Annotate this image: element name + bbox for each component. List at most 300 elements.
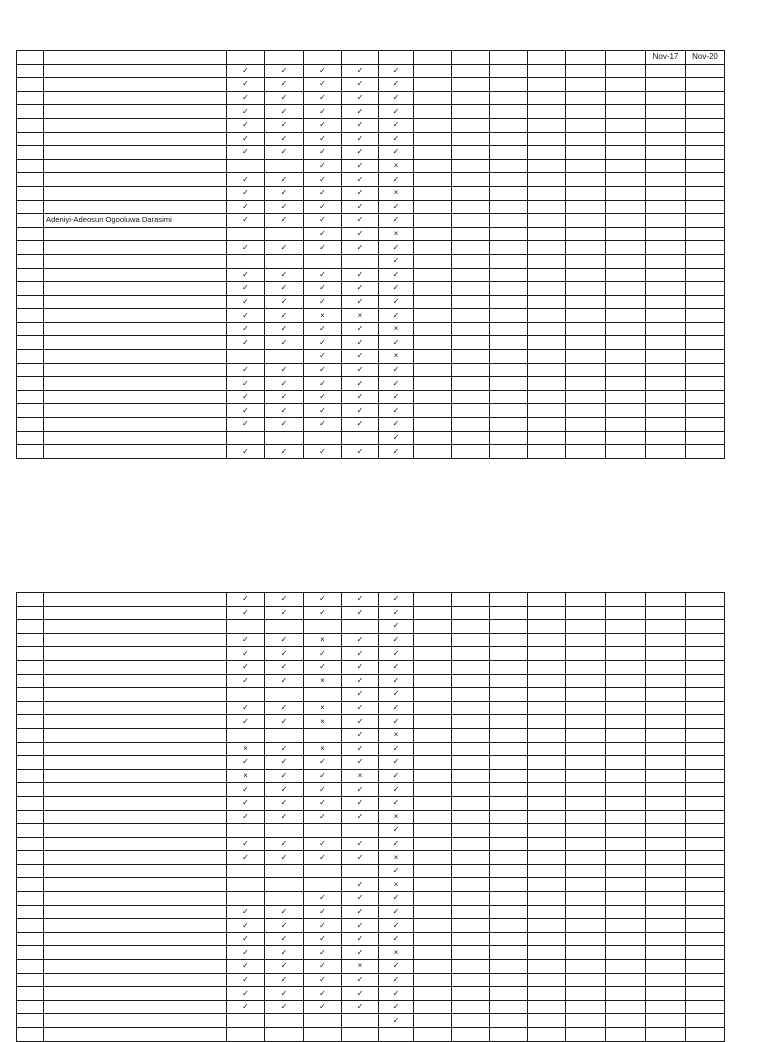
attendance-mark-cell: ✓ [227, 295, 265, 309]
attendance-mark-cell: ✓ [342, 932, 379, 946]
student-name-cell [44, 878, 227, 892]
attendance-mark-cell [414, 878, 452, 892]
attendance-mark-cell: ✓ [379, 64, 414, 78]
date-cell [686, 322, 725, 336]
attendance-mark-cell: × [304, 674, 342, 688]
serial-cell [17, 864, 44, 878]
attendance-mark-cell [452, 606, 490, 620]
header-row [17, 51, 725, 65]
attendance-mark-cell [566, 837, 606, 851]
student-name-cell [44, 728, 227, 742]
date-cell [686, 295, 725, 309]
attendance-mark-cell [452, 728, 490, 742]
table-row [17, 851, 725, 865]
attendance-mark-cell [490, 214, 528, 228]
date-cell [686, 593, 725, 607]
student-name-cell [44, 701, 227, 715]
attendance-mark-cell [414, 606, 452, 620]
attendance-mark-cell: ✓ [304, 241, 342, 255]
attendance-mark-cell [566, 796, 606, 810]
attendance-mark-cell [265, 878, 304, 892]
table-row [17, 660, 725, 674]
date-cell [686, 241, 725, 255]
student-name-cell [44, 1000, 227, 1014]
attendance-mark-cell [490, 593, 528, 607]
attendance-mark-cell: ✓ [342, 282, 379, 296]
attendance-mark-cell [528, 919, 566, 933]
attendance-mark-cell [265, 159, 304, 173]
attendance-mark-cell [490, 769, 528, 783]
attendance-mark-cell [490, 987, 528, 1001]
table-row [17, 214, 725, 228]
attendance-mark-cell [606, 282, 646, 296]
attendance-mark-cell: ✓ [379, 214, 414, 228]
student-name-cell [44, 864, 227, 878]
attendance-mark-cell [566, 919, 606, 933]
attendance-mark-cell [566, 1000, 606, 1014]
date-cell [646, 268, 686, 282]
date-cell [686, 905, 725, 919]
table-row [17, 64, 725, 78]
attendance-mark-cell: ✓ [265, 282, 304, 296]
attendance-mark-cell [528, 769, 566, 783]
table-row [17, 905, 725, 919]
attendance-mark-cell [414, 905, 452, 919]
attendance-mark-cell [606, 186, 646, 200]
attendance-mark-cell [452, 796, 490, 810]
table-row [17, 701, 725, 715]
attendance-mark-cell: ✓ [265, 322, 304, 336]
attendance-mark-cell [490, 431, 528, 445]
date-cell [686, 973, 725, 987]
attendance-mark-cell [566, 91, 606, 105]
attendance-mark-cell: ✓ [227, 118, 265, 132]
attendance-mark-cell [414, 431, 452, 445]
attendance-mark-cell: ✓ [304, 769, 342, 783]
attendance-mark-cell: ✓ [265, 91, 304, 105]
attendance-mark-cell: ✓ [379, 363, 414, 377]
attendance-mark-cell: ✓ [265, 715, 304, 729]
attendance-mark-cell [265, 864, 304, 878]
attendance-mark-cell [528, 796, 566, 810]
attendance-mark-cell [452, 418, 490, 432]
student-name-cell: Adeniyi-Adeosun Ogooluwa Darasimi [44, 214, 227, 228]
attendance-mark-cell [528, 132, 566, 146]
attendance-mark-cell: ✓ [342, 946, 379, 960]
attendance-mark-cell [452, 146, 490, 160]
date-cell [646, 606, 686, 620]
attendance-mark-cell: ✓ [379, 715, 414, 729]
date-cell [646, 377, 686, 391]
attendance-mark-cell [414, 1028, 452, 1042]
attendance-mark-cell [414, 946, 452, 960]
attendance-mark-cell: ✓ [304, 418, 342, 432]
date-cell [686, 647, 725, 661]
attendance-mark-cell [414, 227, 452, 241]
attendance-mark-cell [452, 200, 490, 214]
attendance-mark-cell [414, 674, 452, 688]
attendance-mark-cell: ✓ [227, 268, 265, 282]
attendance-mark-cell: ✓ [265, 146, 304, 160]
attendance-mark-cell [528, 322, 566, 336]
attendance-mark-cell [566, 606, 606, 620]
attendance-mark-cell [452, 620, 490, 634]
student-name-cell [44, 1014, 227, 1028]
attendance-mark-cell: ✓ [265, 404, 304, 418]
date-cell: Nov-20 [686, 51, 725, 65]
attendance-mark-cell [342, 254, 379, 268]
attendance-mark-cell [452, 322, 490, 336]
serial-cell [17, 593, 44, 607]
attendance-mark-cell: ✓ [304, 987, 342, 1001]
attendance-mark-cell [606, 810, 646, 824]
date-cell [686, 159, 725, 173]
attendance-mark-cell [606, 824, 646, 838]
attendance-mark-cell: ✓ [304, 336, 342, 350]
student-name-cell [44, 851, 227, 865]
attendance-mark-cell: ✓ [304, 132, 342, 146]
table-row [17, 593, 725, 607]
attendance-mark-cell: ✓ [304, 960, 342, 974]
student-name-cell [44, 1028, 227, 1042]
attendance-mark-cell [452, 715, 490, 729]
attendance-mark-cell: × [379, 322, 414, 336]
serial-cell [17, 660, 44, 674]
attendance-mark-cell: × [379, 159, 414, 173]
attendance-mark-cell: ✓ [379, 837, 414, 851]
date-cell [646, 282, 686, 296]
attendance-mark-cell [606, 783, 646, 797]
attendance-mark-cell: ✓ [265, 783, 304, 797]
attendance-mark-cell: ✓ [265, 701, 304, 715]
attendance-mark-cell: ✓ [304, 810, 342, 824]
attendance-mark-cell [414, 824, 452, 838]
attendance-mark-cell [528, 78, 566, 92]
attendance-mark-cell: ✓ [379, 309, 414, 323]
attendance-mark-cell [227, 878, 265, 892]
attendance-mark-cell: ✓ [379, 418, 414, 432]
attendance-mark-cell [606, 606, 646, 620]
table-row [17, 796, 725, 810]
attendance-mark-cell [528, 390, 566, 404]
table-row [17, 647, 725, 661]
attendance-mark-cell [566, 932, 606, 946]
date-cell [646, 593, 686, 607]
attendance-mark-cell [490, 418, 528, 432]
serial-cell [17, 905, 44, 919]
serial-cell [17, 118, 44, 132]
table-row [17, 404, 725, 418]
attendance-mark-cell [490, 647, 528, 661]
attendance-mark-cell: ✓ [342, 404, 379, 418]
attendance-mark-cell: × [304, 309, 342, 323]
attendance-mark-cell: ✓ [342, 363, 379, 377]
attendance-mark-cell [414, 51, 452, 65]
student-name-cell [44, 715, 227, 729]
student-name-cell [44, 241, 227, 255]
attendance-mark-cell: ✓ [227, 973, 265, 987]
attendance-mark-cell: ✓ [342, 919, 379, 933]
attendance-mark-cell [452, 118, 490, 132]
attendance-mark-cell [452, 431, 490, 445]
attendance-mark-cell [265, 892, 304, 906]
table-row [17, 431, 725, 445]
student-name-cell [44, 660, 227, 674]
attendance-mark-cell: ✓ [304, 159, 342, 173]
attendance-mark-cell [490, 336, 528, 350]
attendance-mark-cell: ✓ [265, 241, 304, 255]
attendance-mark-cell [566, 118, 606, 132]
attendance-mark-cell [528, 227, 566, 241]
attendance-mark-cell [414, 105, 452, 119]
attendance-mark-cell [566, 783, 606, 797]
attendance-mark-cell: ✓ [227, 418, 265, 432]
serial-cell [17, 919, 44, 933]
attendance-mark-cell: ✓ [227, 783, 265, 797]
student-name-cell [44, 390, 227, 404]
attendance-mark-cell [452, 905, 490, 919]
attendance-mark-cell: ✓ [379, 769, 414, 783]
attendance-mark-cell [606, 1014, 646, 1028]
attendance-mark-cell: ✓ [379, 647, 414, 661]
attendance-mark-cell [606, 350, 646, 364]
attendance-mark-cell: ✓ [342, 606, 379, 620]
attendance-mark-cell [414, 742, 452, 756]
attendance-mark-cell [528, 932, 566, 946]
student-name-cell [44, 960, 227, 974]
attendance-mark-cell: ✓ [227, 810, 265, 824]
attendance-mark-cell: ✓ [342, 742, 379, 756]
attendance-mark-cell: ✓ [304, 756, 342, 770]
date-cell [686, 431, 725, 445]
date-cell [646, 159, 686, 173]
attendance-mark-cell [528, 241, 566, 255]
attendance-mark-cell [452, 336, 490, 350]
serial-cell [17, 973, 44, 987]
attendance-mark-cell: ✓ [304, 783, 342, 797]
serial-cell [17, 336, 44, 350]
attendance-mark-cell: ✓ [379, 431, 414, 445]
attendance-mark-cell [490, 322, 528, 336]
attendance-mark-cell [490, 390, 528, 404]
attendance-mark-cell: ✓ [227, 282, 265, 296]
attendance-mark-cell: ✓ [265, 987, 304, 1001]
table-row [17, 309, 725, 323]
attendance-mark-cell: ✓ [342, 146, 379, 160]
date-cell [686, 837, 725, 851]
date-cell [646, 91, 686, 105]
table-row [17, 159, 725, 173]
student-name-cell [44, 647, 227, 661]
attendance-mark-cell: ✓ [342, 445, 379, 459]
date-cell [646, 742, 686, 756]
date-cell [686, 878, 725, 892]
attendance-mark-cell [414, 593, 452, 607]
attendance-mark-cell [566, 701, 606, 715]
attendance-mark-cell [414, 282, 452, 296]
date-cell [686, 132, 725, 146]
attendance-mark-cell [606, 905, 646, 919]
attendance-mark-cell [566, 78, 606, 92]
attendance-mark-cell: ✓ [265, 377, 304, 391]
attendance-mark-cell: ✓ [342, 810, 379, 824]
attendance-mark-cell [606, 377, 646, 391]
attendance-mark-cell: ✓ [265, 309, 304, 323]
attendance-mark-cell [490, 864, 528, 878]
date-cell [646, 878, 686, 892]
attendance-mark-cell: ✓ [342, 227, 379, 241]
attendance-mark-cell [566, 377, 606, 391]
date-cell [686, 932, 725, 946]
attendance-mark-cell: ✓ [265, 363, 304, 377]
attendance-mark-cell [528, 593, 566, 607]
student-name-cell [44, 132, 227, 146]
attendance-mark-cell [342, 864, 379, 878]
attendance-mark-cell: ✓ [304, 268, 342, 282]
student-name-cell [44, 892, 227, 906]
serial-cell [17, 309, 44, 323]
attendance-mark-cell: ✓ [227, 200, 265, 214]
date-cell [686, 377, 725, 391]
attendance-mark-cell [566, 756, 606, 770]
table-row [17, 282, 725, 296]
attendance-mark-cell [528, 146, 566, 160]
date-cell [646, 783, 686, 797]
attendance-mark-cell [490, 363, 528, 377]
table-row [17, 390, 725, 404]
attendance-mark-cell [414, 919, 452, 933]
attendance-mark-cell [566, 132, 606, 146]
date-cell [686, 91, 725, 105]
attendance-mark-cell [528, 105, 566, 119]
table-row [17, 363, 725, 377]
date-cell [686, 783, 725, 797]
date-cell [686, 660, 725, 674]
attendance-mark-cell: ✓ [304, 377, 342, 391]
date-cell [686, 118, 725, 132]
attendance-mark-cell [265, 688, 304, 702]
attendance-mark-cell [566, 173, 606, 187]
date-cell [646, 186, 686, 200]
attendance-mark-cell [342, 431, 379, 445]
attendance-mark-cell [452, 64, 490, 78]
attendance-mark-cell [528, 674, 566, 688]
attendance-mark-cell [566, 445, 606, 459]
attendance-mark-cell [566, 905, 606, 919]
attendance-mark-cell [606, 91, 646, 105]
table-row [17, 173, 725, 187]
date-cell [646, 241, 686, 255]
attendance-mark-cell: ✓ [304, 796, 342, 810]
attendance-mark-cell [227, 1014, 265, 1028]
date-cell [686, 214, 725, 228]
attendance-mark-cell: ✓ [342, 186, 379, 200]
attendance-mark-cell: ✓ [304, 282, 342, 296]
attendance-mark-cell: ✓ [342, 322, 379, 336]
serial-cell [17, 91, 44, 105]
attendance-mark-cell [227, 864, 265, 878]
attendance-mark-cell: ✓ [379, 905, 414, 919]
attendance-mark-cell: ✓ [304, 200, 342, 214]
attendance-mark-cell [490, 241, 528, 255]
attendance-mark-cell: × [304, 633, 342, 647]
student-name-cell [44, 769, 227, 783]
attendance-mark-cell [452, 674, 490, 688]
attendance-mark-cell: ✓ [227, 960, 265, 974]
attendance-mark-cell: ✓ [304, 118, 342, 132]
date-cell [686, 715, 725, 729]
attendance-mark-cell: ✓ [227, 132, 265, 146]
attendance-mark-cell: ✓ [379, 1000, 414, 1014]
attendance-mark-cell [490, 851, 528, 865]
attendance-mark-cell: ✓ [304, 214, 342, 228]
student-name-cell [44, 756, 227, 770]
attendance-mark-cell [606, 105, 646, 119]
attendance-mark-cell [452, 878, 490, 892]
attendance-mark-cell: × [379, 728, 414, 742]
attendance-mark-cell [566, 282, 606, 296]
serial-cell [17, 796, 44, 810]
serial-cell [17, 445, 44, 459]
attendance-mark-cell [490, 200, 528, 214]
attendance-mark-cell [528, 878, 566, 892]
attendance-mark-cell [414, 78, 452, 92]
attendance-mark-cell: ✓ [342, 851, 379, 865]
student-name-cell [44, 64, 227, 78]
date-cell [686, 105, 725, 119]
attendance-mark-cell [528, 851, 566, 865]
student-name-cell [44, 837, 227, 851]
attendance-mark-cell: ✓ [227, 756, 265, 770]
serial-cell [17, 1014, 44, 1028]
serial-cell [17, 282, 44, 296]
attendance-mark-cell: ✓ [379, 445, 414, 459]
attendance-mark-cell [566, 363, 606, 377]
attendance-mark-cell [414, 851, 452, 865]
serial-cell [17, 769, 44, 783]
attendance-mark-cell [490, 186, 528, 200]
student-name-cell [44, 633, 227, 647]
table-row [17, 200, 725, 214]
attendance-mark-cell: ✓ [265, 810, 304, 824]
attendance-mark-cell [490, 633, 528, 647]
attendance-mark-cell [490, 837, 528, 851]
attendance-mark-cell [606, 445, 646, 459]
table-row [17, 810, 725, 824]
attendance-mark-cell [606, 322, 646, 336]
attendance-mark-cell [566, 254, 606, 268]
attendance-mark-cell [490, 268, 528, 282]
attendance-mark-cell [490, 78, 528, 92]
attendance-mark-cell [414, 973, 452, 987]
attendance-mark-cell [414, 769, 452, 783]
attendance-mark-cell [528, 200, 566, 214]
attendance-mark-cell [490, 1028, 528, 1042]
attendance-mark-cell: ✓ [227, 241, 265, 255]
attendance-mark-cell: ✓ [342, 105, 379, 119]
attendance-mark-cell [304, 864, 342, 878]
date-cell [646, 946, 686, 960]
attendance-mark-cell [606, 200, 646, 214]
attendance-mark-cell [452, 309, 490, 323]
attendance-mark-cell: × [342, 769, 379, 783]
attendance-mark-cell: ✓ [304, 932, 342, 946]
attendance-mark-cell [304, 1028, 342, 1042]
attendance-mark-cell [606, 864, 646, 878]
date-cell [686, 309, 725, 323]
attendance-mark-cell: ✓ [379, 295, 414, 309]
attendance-mark-cell: ✓ [265, 946, 304, 960]
